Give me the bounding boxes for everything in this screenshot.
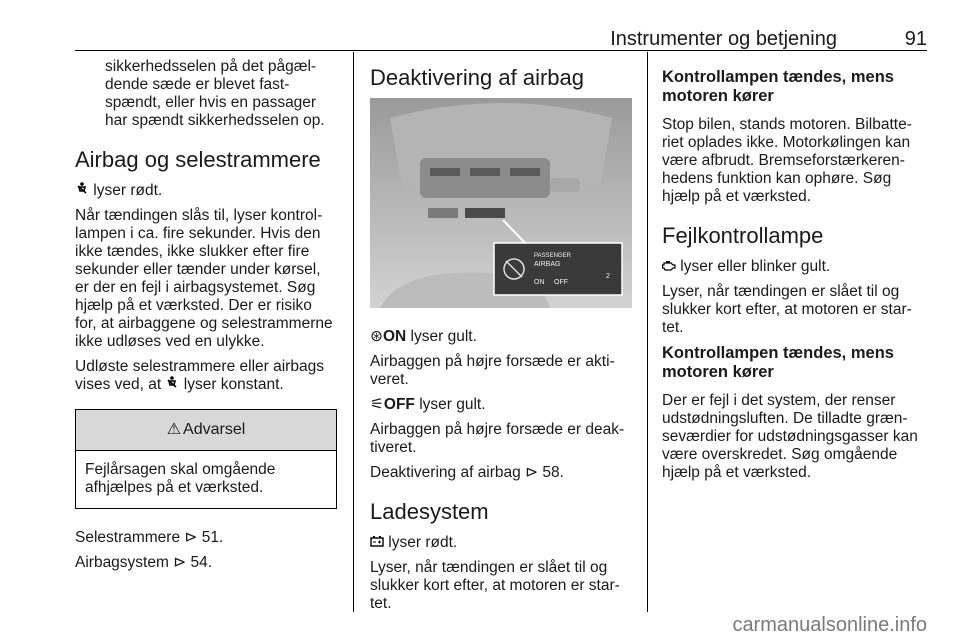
page-header-title: Instrumenter og betjening (610, 28, 837, 50)
cross-reference: Deaktivering af airbag ⊳ 58. (370, 464, 564, 481)
section-heading-deactivation: Deaktivering af airbag (370, 65, 585, 90)
battery-icon (370, 534, 384, 552)
charging-paragraph: Lyser, når tændingen er slået til og slukker kort efter, at motoren er star-tet. (370, 559, 620, 612)
page-ref-arrow-icon: ⊳ (525, 464, 539, 481)
cross-reference: Selestrammere ⊳ 51. (75, 529, 224, 546)
photo-label-on: ON (534, 279, 545, 286)
column-3 (662, 58, 927, 482)
section-heading-malfunction: Fejlkontrollampe (662, 223, 824, 248)
icon-line: lyser rødt. (370, 534, 632, 552)
malfunction-paragraph: Lyser, når tændingen er slået til og slukker kort efter, at motoren er star-tet. (662, 283, 912, 336)
airbag-paragraph: Når tændingen slås til, lyser kontrol-lampen i ca. fire sekunder. Hvis den ikke tændes, ikke slukker efter fire sekunder eller tænder under kørsel, er der en fejl i airbagsystemet. Søg hjælp på et værksted. Der er risiko for, at airbaggene og selestrammerne ikke udløses ved en ulykke. (75, 207, 333, 350)
photo-label-airbag: AIRBAG (534, 261, 561, 268)
photo-label-off: OFF (554, 279, 568, 286)
photo-label-seat-number: 2 (606, 273, 610, 280)
warning-box (75, 409, 337, 509)
engine-check-icon (662, 258, 676, 276)
warning-triangle-icon: ⚠ (166, 421, 182, 438)
airbag-off-desc: Airbaggen på højre forsæde er deak-tiveret. (370, 421, 625, 456)
subheading-engine-running: Kontrollampen tændes, mens motoren kører (662, 344, 894, 381)
watermark: carmanualsonline.info (732, 614, 927, 636)
airbag-off-icon: ⚟ (370, 396, 384, 413)
intro-text: sikkerhedsselen på det pågæl-dende sæde er blevet fast-spændt, eller hvis en passager har spændt sikkerhedsselen op. (105, 58, 325, 129)
airbag-on-line: ⊛ON lyser gult. (370, 328, 477, 345)
deployed-paragraph: Udløste selestrammere eller airbags vises ved, at lyser konstant. (75, 358, 324, 393)
column-divider (647, 52, 648, 612)
page-ref-arrow-icon: ⊳ (173, 554, 187, 571)
page-number: 91 (904, 28, 927, 50)
seatbelt-pretensioner-icon (75, 182, 89, 200)
emission-paragraph: Der er fejl i det system, der renser udstødningsluften. De tilladte græn-seværdier for udstødningsgasser kan være overskredet. Søg omgående hjælp på et værksted. (662, 392, 918, 481)
column-1 (75, 58, 337, 572)
section-heading-airbag: Airbag og selestrammere (75, 147, 321, 172)
airbag-console-photo (370, 98, 632, 308)
section-heading-charging: Ladesystem (370, 499, 489, 524)
charging-warning-paragraph: Stop bilen, stands motoren. Bilbatte-riet oplades ikke. Motorkølingen kan være afbrudt. Bremseforstærkeren-hedens funktion kan ophøre. Søg hjælp på et værksted. (662, 116, 912, 205)
subheading-engine-running: Kontrollampen tændes, mens motoren kører (662, 68, 894, 105)
warning-header (76, 410, 336, 451)
warning-body: Fejlårsagen skal omgående afhjælpes på et værksted. (85, 461, 276, 496)
column-2 (370, 58, 632, 613)
icon-line: lyser eller blinker gult. (662, 258, 927, 276)
airbag-on-desc: Airbaggen på højre forsæde er akti-veret. (370, 353, 615, 388)
airbag-console-illustration (370, 98, 632, 308)
photo-label-passenger: PASSENGER (534, 253, 571, 259)
airbag-off-line: ⚟OFF lyser gult. (370, 396, 486, 413)
seatbelt-pretensioner-icon (165, 376, 179, 394)
warning-title: Advarsel (183, 421, 246, 438)
column-divider (353, 52, 354, 612)
page-ref-arrow-icon: ⊳ (184, 529, 198, 546)
header-rule (75, 50, 927, 51)
airbag-on-icon: ⊛ (370, 328, 383, 345)
icon-line: lyser rødt. (75, 182, 337, 200)
cross-reference: Airbagsystem ⊳ 54. (75, 554, 213, 571)
